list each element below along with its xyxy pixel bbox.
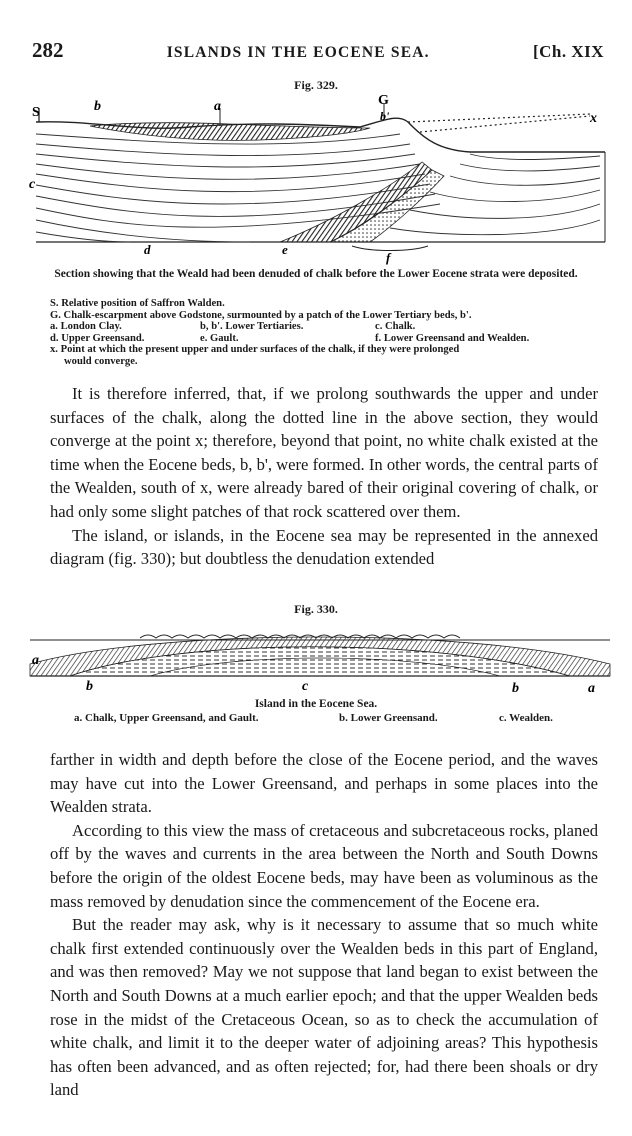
legend2-c: c. Wealden. — [499, 712, 553, 724]
legend-x: x. Point at which the present upper and under surfaces of the chalk, if they were prolonged — [50, 344, 460, 356]
paragraph-island: The island, or islands, in the Eocene sea may be represented in the annexed diagram (fig. 330); but doubtless the denudation extended — [50, 525, 598, 569]
label-c: c — [29, 177, 36, 192]
legend-x-cont: would converge. — [64, 355, 138, 367]
legend-f: f. Lower Greensand and Wealden. — [375, 332, 530, 344]
label-b-right: b — [512, 681, 519, 696]
figure-329-label: Fig. 329. — [294, 78, 338, 92]
figure-330-legend — [74, 712, 594, 724]
text-block-2 — [50, 748, 598, 1102]
dotted-projection-lower — [420, 116, 590, 132]
label-c: c — [302, 679, 309, 694]
figure-330-caption: Island in the Eocene Sea. — [254, 698, 378, 710]
legend-S: S. Relative position of Saffron Walden. — [50, 298, 225, 309]
page-number: 282 — [32, 38, 64, 62]
dotted-projection-upper — [408, 114, 590, 122]
legend-G: G. Chalk-escarpment above Godstone, surmounted by a patch of the Lower Tertiary beds, b'. — [50, 309, 472, 321]
figure-330-diagram — [30, 614, 610, 694]
page-header — [32, 38, 604, 64]
label-b-prime: b' — [380, 109, 390, 123]
running-title: ISLANDS IN THE EOCENE SEA. — [166, 44, 430, 61]
label-G: G — [378, 93, 389, 108]
label-f: f — [386, 250, 391, 265]
paragraph-reader: But the reader may ask, why is it necessary to assume that so much white chalk first extended continuously over the Wealden beds in this part of England, and was then removed? May we not suppose that land began to exist between the North and South Downs at a much earlier epoch; and that the upper Wealden beds rose in the midst of the Cretaceous Ocean, so as to check the accumulation of white chalk, and limit it to the deeper water of adjoining areas? This hypothesis has often been advanced, and as often rejected; for, had there been shoals or dry land — [50, 915, 598, 1100]
figure-329-legend — [50, 298, 610, 368]
label-d: d — [144, 242, 151, 257]
label-b: b — [94, 99, 101, 114]
figure-329-caption: Section showing that the Weald had been denuded of chalk before the Lower Eocene strata were deposited. — [54, 268, 578, 280]
figure-329-section — [30, 92, 610, 264]
legend2-a: a. Chalk, Upper Greensand, and Gault. — [74, 712, 259, 724]
legend-e: e. Gault. — [200, 332, 239, 344]
legend-a: a. London Clay. — [50, 321, 122, 333]
paragraph-inferred: It is therefore inferred, that, if we prolong southwards the upper and under surfaces of the chalk, along the dotted line in the above section, they would converge at the point x; therefore, beyond that point, no white chalk existed at the time when the Eocene beds, b, b', were formed. In other words, the central parts of the Wealden, south of x, were already bared of their original covering of chalk, or had only some slight patches of that rock scattered over them. — [50, 384, 598, 521]
label-a-right: a — [588, 681, 595, 696]
label-x: x — [590, 111, 597, 126]
legend-c: c. Chalk. — [375, 321, 416, 333]
island-wave-crest — [140, 635, 460, 638]
figure-330-label: Fig. 330. — [294, 602, 338, 616]
paragraph-farther: farther in width and depth before the close of the Eocene period, and the waves may have cut into the Lower Greensand, and perhaps in some places into the Wealden strata. — [50, 750, 598, 817]
label-a: a — [214, 99, 221, 114]
label-S: S — [32, 105, 40, 120]
legend-b: b, b'. Lower Tertiaries. — [200, 321, 304, 333]
text-block-1 — [50, 382, 598, 571]
legend2-b: b. Lower Greensand. — [339, 712, 438, 724]
chapter-marker: [Ch. XIX — [532, 42, 604, 61]
paragraph-according: According to this view the mass of cretaceous and subcretaceous rocks, planed off by the waves and currents in the area between the North and South Downs before the origin of the oldest Eocene beds, may have been as voluminous as the mass removed by denudation since the commencement of the Eocene era. — [50, 820, 598, 911]
label-e: e — [282, 242, 288, 257]
legend-d: d. Upper Greensand. — [50, 332, 145, 344]
label-b-left: b — [86, 679, 93, 694]
label-a-left: a — [32, 653, 39, 668]
